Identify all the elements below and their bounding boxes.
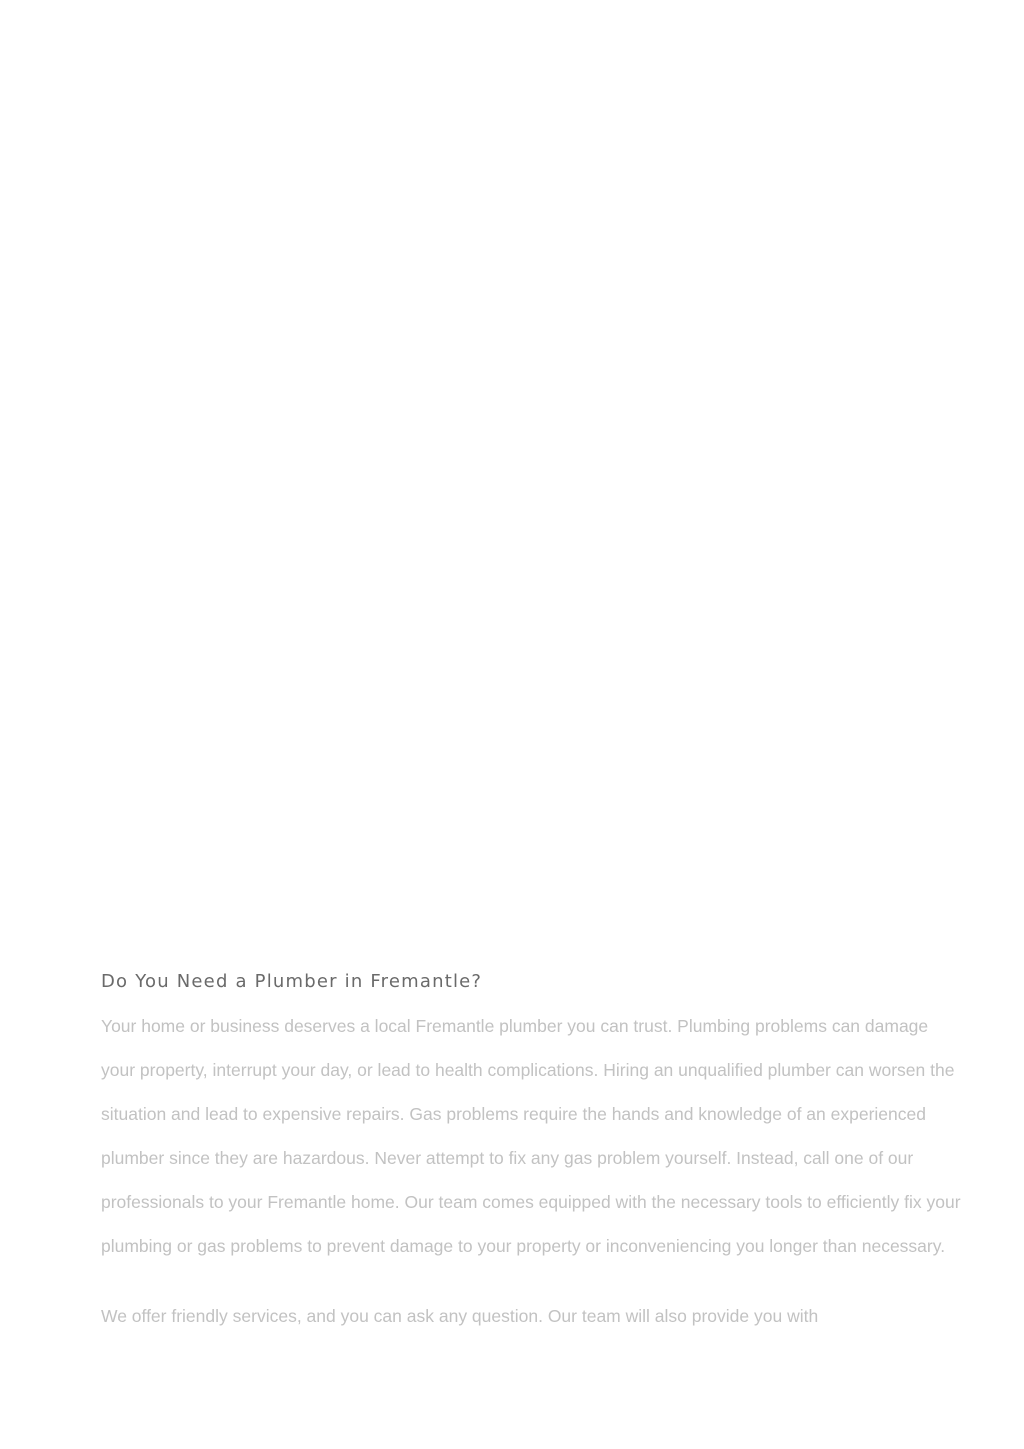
plumber-section: [101, 968, 963, 1338]
services-paragraph: We offer friendly services, and you can ask any question. Our team will also provide you with: [101, 1306, 819, 1326]
intro-paragraph: Your home or business deserves a local Fremantle plumber you can trust. Plumbing problems can damage your property, interrupt your day, or lead to health complications. Hiring an unqualified plumber can worsen the situation and lead to expensive repairs. Gas problems require the hands and knowledge of an experienced plumber since they are hazardous. Never attempt to fix any gas problem yourself. Instead, call one of our professionals to your Fremantle home. Our team comes equipped with the necessary tools to efficiently fix your plumbing or gas problems to prevent damage to your property or inconveniencing you longer than necessary.: [101, 1016, 961, 1256]
section-heading: Do You Need a Plumber in Fremantle?: [101, 971, 483, 992]
